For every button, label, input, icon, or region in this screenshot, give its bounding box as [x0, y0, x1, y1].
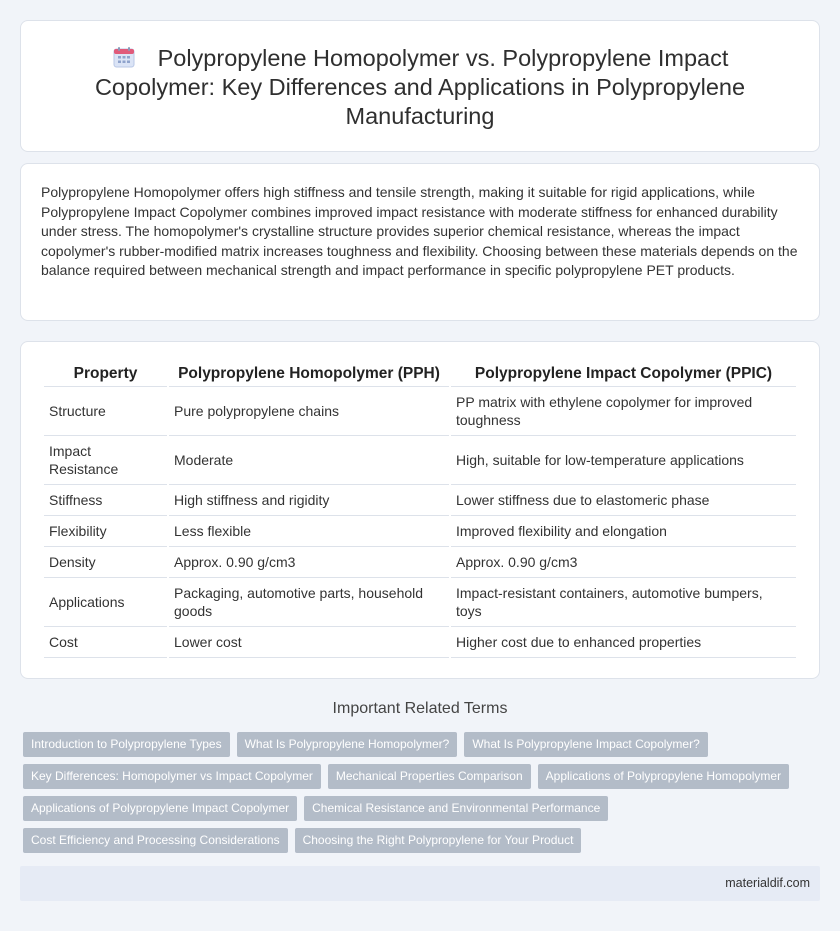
table-row: [44, 387, 796, 436]
related-tag[interactable]: Applications of Polypropylene Impact Copolymer: [23, 796, 297, 821]
page-title: [21, 21, 819, 131]
cell-property: Impact Resistance: [44, 436, 167, 485]
cell-pph: Lower cost: [169, 627, 449, 658]
cell-pph: Approx. 0.90 g/cm3: [169, 547, 449, 578]
page-title-text: Polypropylene Homopolymer vs. Polypropylene Impact Copolymer: Key Differences and Applications in Polypropylene Manufacturing: [94, 45, 746, 129]
table-header-row: [44, 362, 796, 387]
related-tag[interactable]: Introduction to Polypropylene Types: [23, 732, 230, 757]
intro-card: [20, 163, 820, 321]
cell-pph: Pure polypropylene chains: [169, 387, 449, 436]
cell-ppic: Approx. 0.90 g/cm3: [451, 547, 796, 578]
related-tag[interactable]: What Is Polypropylene Impact Copolymer?: [464, 732, 707, 757]
cell-ppic: Higher cost due to enhanced properties: [451, 627, 796, 658]
tag-row: [23, 796, 823, 828]
header-ppic: Polypropylene Impact Copolymer (PPIC): [451, 362, 796, 387]
related-terms-list: [23, 732, 823, 860]
cell-property: Density: [44, 547, 167, 578]
related-tag[interactable]: Chemical Resistance and Environmental Performance: [304, 796, 608, 821]
cell-pph: Moderate: [169, 436, 449, 485]
table-row: [44, 516, 796, 547]
cell-ppic: Impact-resistant containers, automotive bumpers, toys: [451, 578, 796, 627]
related-tag[interactable]: Mechanical Properties Comparison: [328, 764, 531, 789]
cell-property: Structure: [44, 387, 167, 436]
cell-property: Stiffness: [44, 485, 167, 516]
cell-property: Applications: [44, 578, 167, 627]
intro-paragraph: Polypropylene Homopolymer offers high stiffness and tensile strength, making it suitable for rigid applications, while Polypropylene Impact Copolymer combines improved impact resistance with moderate stiffness for enhanced durability under stress. The homopolymer's crystalline structure provides superior chemical resistance, whereas the impact copolymer's rubber-modified matrix increases toughness and flexibility. Choosing between these materials depends on the balance required between mechanical strength and impact performance in specific polypropylene PET products.: [41, 184, 798, 278]
related-terms-heading: Important Related Terms: [332, 700, 508, 717]
calendar-icon: [112, 46, 136, 68]
tag-row: [23, 732, 823, 764]
related-tag[interactable]: Cost Efficiency and Processing Considerations: [23, 828, 288, 853]
table-row: [44, 578, 796, 627]
cell-ppic: Improved flexibility and elongation: [451, 516, 796, 547]
related-tag[interactable]: Applications of Polypropylene Homopolymer: [538, 764, 789, 789]
cell-ppic: High, suitable for low-temperature applications: [451, 436, 796, 485]
cell-pph: Packaging, automotive parts, household goods: [169, 578, 449, 627]
cell-pph: High stiffness and rigidity: [169, 485, 449, 516]
footer: [20, 866, 820, 901]
cell-ppic: PP matrix with ethylene copolymer for improved toughness: [451, 387, 796, 436]
table-row: [44, 485, 796, 516]
related-tag[interactable]: What Is Polypropylene Homopolymer?: [237, 732, 458, 757]
cell-property: Cost: [44, 627, 167, 658]
tag-row: [23, 828, 823, 860]
comparison-table: [42, 362, 798, 658]
table-row: [44, 547, 796, 578]
comparison-table-card: [20, 341, 820, 679]
tag-row: [23, 764, 823, 796]
related-tag[interactable]: Choosing the Right Polypropylene for Your Product: [295, 828, 582, 853]
cell-pph: Less flexible: [169, 516, 449, 547]
cell-ppic: Lower stiffness due to elastomeric phase: [451, 485, 796, 516]
table-row: [44, 436, 796, 485]
header-pph: Polypropylene Homopolymer (PPH): [169, 362, 449, 387]
header-property: Property: [44, 362, 167, 387]
related-tag[interactable]: Key Differences: Homopolymer vs Impact Copolymer: [23, 764, 321, 789]
footer-site-link[interactable]: materialdif.com: [725, 876, 810, 890]
title-card: [20, 20, 820, 152]
table-row: [44, 627, 796, 658]
cell-property: Flexibility: [44, 516, 167, 547]
